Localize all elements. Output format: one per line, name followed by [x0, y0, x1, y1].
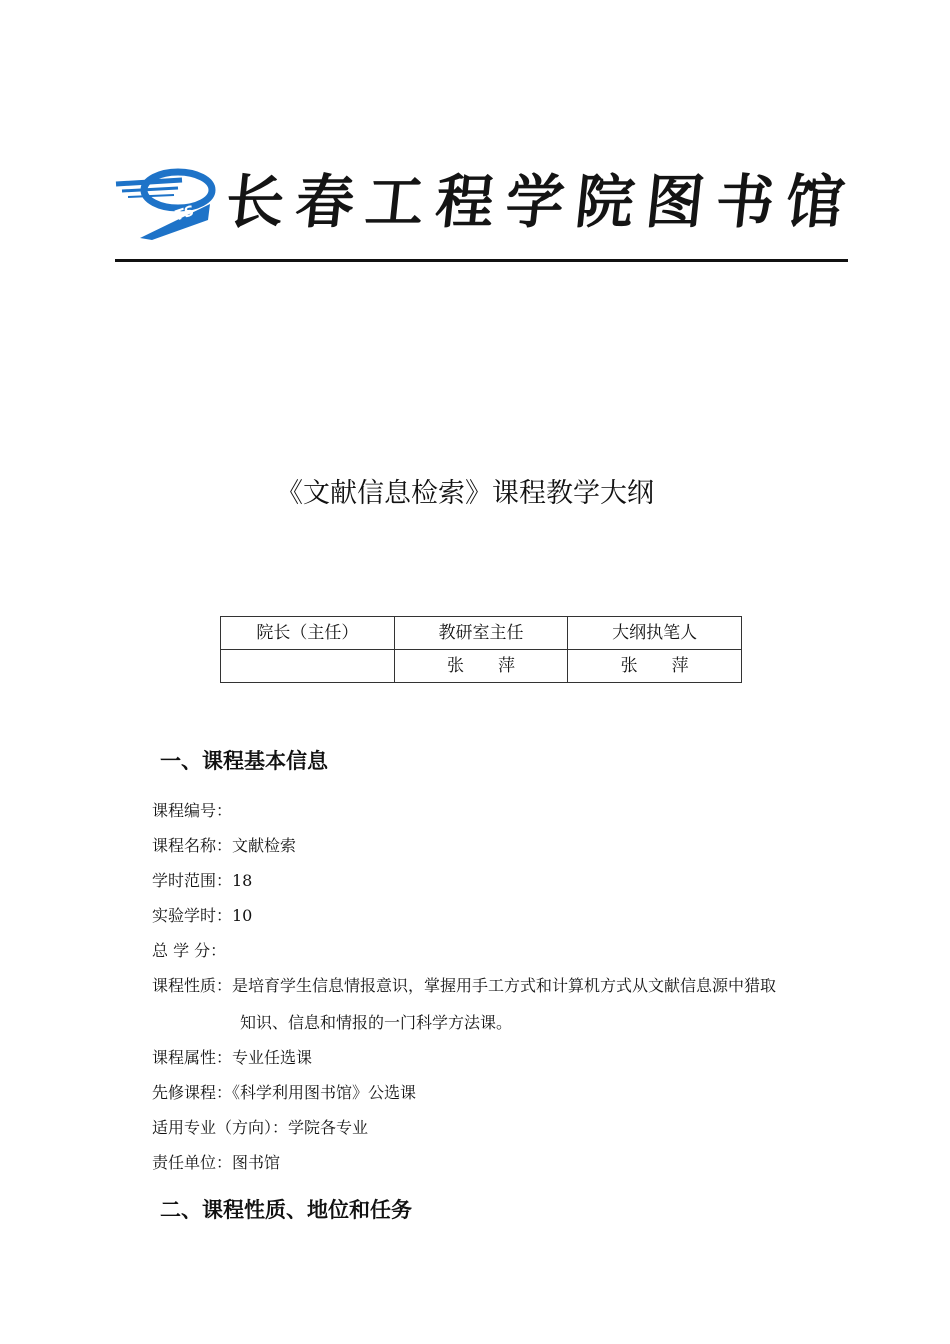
- value-dean: [221, 650, 395, 683]
- header-author: 大纲执笔人: [568, 617, 742, 650]
- info-course-code: 课程编号：: [152, 801, 233, 820]
- info-responsible-unit: 责任单位：图书馆: [152, 1153, 281, 1172]
- value-office-director: 张 萍: [394, 650, 568, 683]
- info-prerequisite: 先修课程：《科学利用图书馆》公选课: [152, 1083, 417, 1102]
- table-row: [221, 650, 742, 683]
- table-row: [221, 617, 742, 650]
- library-brand-name: 长春工程学院图书馆: [222, 168, 860, 236]
- info-credits: 总 学 分：: [152, 941, 227, 960]
- header-divider: [115, 259, 848, 262]
- header-office-director: 教研室主任: [394, 617, 568, 650]
- section-heading-basic-info: 一、课程基本信息: [160, 749, 328, 773]
- info-course-nature-cont: 知识、信息和情报的一门科学方法课。: [240, 1013, 513, 1032]
- header-dean: 院长（主任）: [221, 617, 395, 650]
- info-lab-hours: 实验学时：10: [152, 906, 253, 925]
- info-applicable-major: 适用专业（方向）：学院各专业: [152, 1118, 369, 1137]
- document-title: 《文献信息检索》课程教学大纲: [276, 478, 654, 509]
- info-course-name: 课程名称：文献检索: [152, 836, 297, 855]
- logo-text: LGTS: [153, 203, 197, 231]
- info-hours: 学时范围：18: [152, 871, 253, 890]
- library-logo: [112, 160, 220, 242]
- info-course-nature: 课程性质：是培育学生信息情报意识，掌握用手工方式和计算机方式从文献信息源中猎取: [152, 976, 777, 995]
- info-course-attribute: 课程属性：专业任选课: [152, 1048, 313, 1067]
- value-author: 张 萍: [568, 650, 742, 683]
- signature-table: [220, 616, 742, 683]
- section-heading-nature-task: 二、课程性质、地位和任务: [160, 1198, 412, 1222]
